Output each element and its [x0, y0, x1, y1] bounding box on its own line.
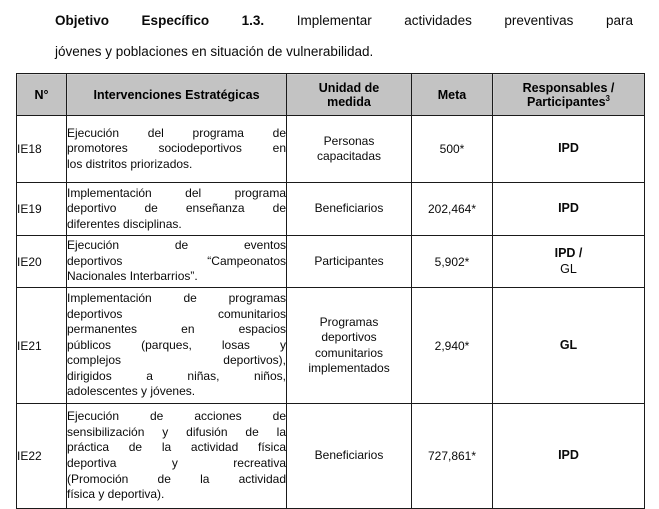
intervention-line: sensibilización y difusión de la: [67, 424, 286, 439]
cell-intervencion: [67, 183, 287, 236]
column-header-responsables-text: Participantes: [527, 94, 606, 109]
column-header-unidad-medida-line-1: Unidad de: [318, 80, 380, 95]
column-header-numero-label: N°: [34, 87, 49, 102]
cell-meta: 500*: [412, 116, 493, 183]
objective-heading-line-2: jóvenes y poblaciones en situación de vulnerabilidad.: [55, 44, 374, 59]
objective-heading-lead: Objetivo Específico 1.3.: [55, 13, 297, 28]
cell-meta: 727,861*: [412, 404, 493, 509]
column-header-unidad-medida: [287, 74, 412, 116]
cell-intervencion: [67, 236, 287, 288]
cell-unidad-medida: [287, 183, 412, 236]
unit-line: Beneficiarios: [314, 448, 384, 463]
table-row: [17, 288, 645, 404]
intervention-line: Nacionales Interbarrios”.: [67, 269, 198, 284]
cell-codigo: IE19: [17, 183, 67, 236]
cell-unidad-medida: [287, 236, 412, 288]
unit-line: comunitarios: [314, 345, 384, 360]
column-header-meta: [412, 74, 493, 116]
intervention-line: diferentes disciplinas.: [67, 216, 182, 231]
unit-line: capacitadas: [316, 149, 382, 163]
cell-unidad-medida: [287, 116, 412, 183]
cell-meta: 2,940*: [412, 288, 493, 404]
objective-heading-line-1: [55, 5, 633, 36]
objective-heading-rest: Implementar actividades preventivas para: [296, 13, 633, 28]
responsable-primary: IPD: [558, 448, 579, 463]
unit-line: Personas: [323, 133, 375, 148]
intervention-line: Ejecución de eventos: [67, 238, 286, 253]
intervention-line: públicos (parques, losas y: [67, 337, 286, 352]
intervention-line: deportiva y recreativa: [67, 456, 286, 470]
unit-line: Programas: [319, 314, 379, 329]
intervention-line: Ejecución de acciones de: [67, 409, 286, 424]
column-header-responsables: [493, 74, 645, 116]
unit-line: Participantes: [314, 253, 384, 268]
table-row: [17, 404, 645, 509]
column-header-responsables-line-2: [493, 95, 644, 109]
cell-responsables: [493, 183, 645, 236]
column-header-intervenciones: [67, 74, 287, 116]
intervention-line: Implementación de programas: [67, 290, 286, 305]
cell-codigo: IE21: [17, 288, 67, 404]
responsable-primary: IPD: [558, 201, 579, 216]
intervention-line: complejos deportivos),: [67, 353, 286, 368]
strategic-interventions-table-wrapper: [16, 73, 644, 509]
table-body: [17, 116, 645, 509]
column-header-intervenciones-label: Intervenciones Estratégicas: [93, 87, 260, 102]
column-header-responsables-line-1: Responsables /: [522, 80, 615, 95]
intervention-line: los distritos priorizados.: [67, 156, 193, 171]
intervention-line: deportivo de enseñanza de: [67, 201, 286, 216]
cell-intervencion: [67, 288, 287, 404]
footnote-marker-3: 3: [605, 93, 610, 103]
cell-meta: 5,902*: [412, 236, 493, 288]
responsable-primary: GL: [559, 337, 578, 352]
intervention-line: adolescentes y jóvenes.: [67, 384, 196, 399]
unit-line: implementados: [308, 361, 390, 375]
cell-intervencion: [67, 404, 287, 509]
column-header-numero: [17, 74, 67, 116]
unit-line: deportivos: [321, 330, 377, 344]
responsable-secondary: GL: [560, 261, 577, 276]
intervention-line: deportivos comunitarios: [67, 306, 286, 321]
cell-responsables: [493, 236, 645, 288]
table-header-row: [17, 74, 645, 116]
column-header-unidad-medida-line-2: medida: [327, 94, 371, 109]
intervention-line: deportivos “Campeonatos: [67, 253, 286, 268]
intervention-line: física y deportiva).: [67, 487, 165, 502]
strategic-interventions-table: [16, 73, 645, 509]
intervention-line: Ejecución del programa de: [67, 125, 286, 140]
table-row: [17, 116, 645, 183]
cell-intervencion: [67, 116, 287, 183]
objective-heading: [55, 5, 633, 67]
cell-responsables: [493, 116, 645, 183]
intervention-line: promotores sociodeportivos en: [67, 141, 286, 156]
responsable-primary: IPD /: [554, 246, 583, 260]
column-header-meta-label: Meta: [437, 87, 467, 102]
intervention-line: dirigidos a niñas, niños,: [67, 368, 286, 383]
intervention-line: práctica de la actividad física: [67, 440, 286, 455]
cell-responsables: [493, 404, 645, 509]
cell-unidad-medida: [287, 288, 412, 404]
unit-line: Beneficiarios: [314, 201, 384, 216]
table-header: [17, 74, 645, 116]
cell-meta: 202,464*: [412, 183, 493, 236]
table-row: [17, 236, 645, 288]
table-row: [17, 183, 645, 236]
cell-codigo: IE18: [17, 116, 67, 183]
intervention-line: (Promoción de la actividad: [67, 471, 286, 486]
responsable-primary: IPD: [558, 141, 579, 156]
intervention-line: Implementación del programa: [67, 185, 286, 200]
cell-codigo: IE22: [17, 404, 67, 509]
cell-unidad-medida: [287, 404, 412, 509]
cell-responsables: [493, 288, 645, 404]
intervention-line: permanentes en espacios: [67, 322, 286, 337]
cell-codigo: IE20: [17, 236, 67, 288]
